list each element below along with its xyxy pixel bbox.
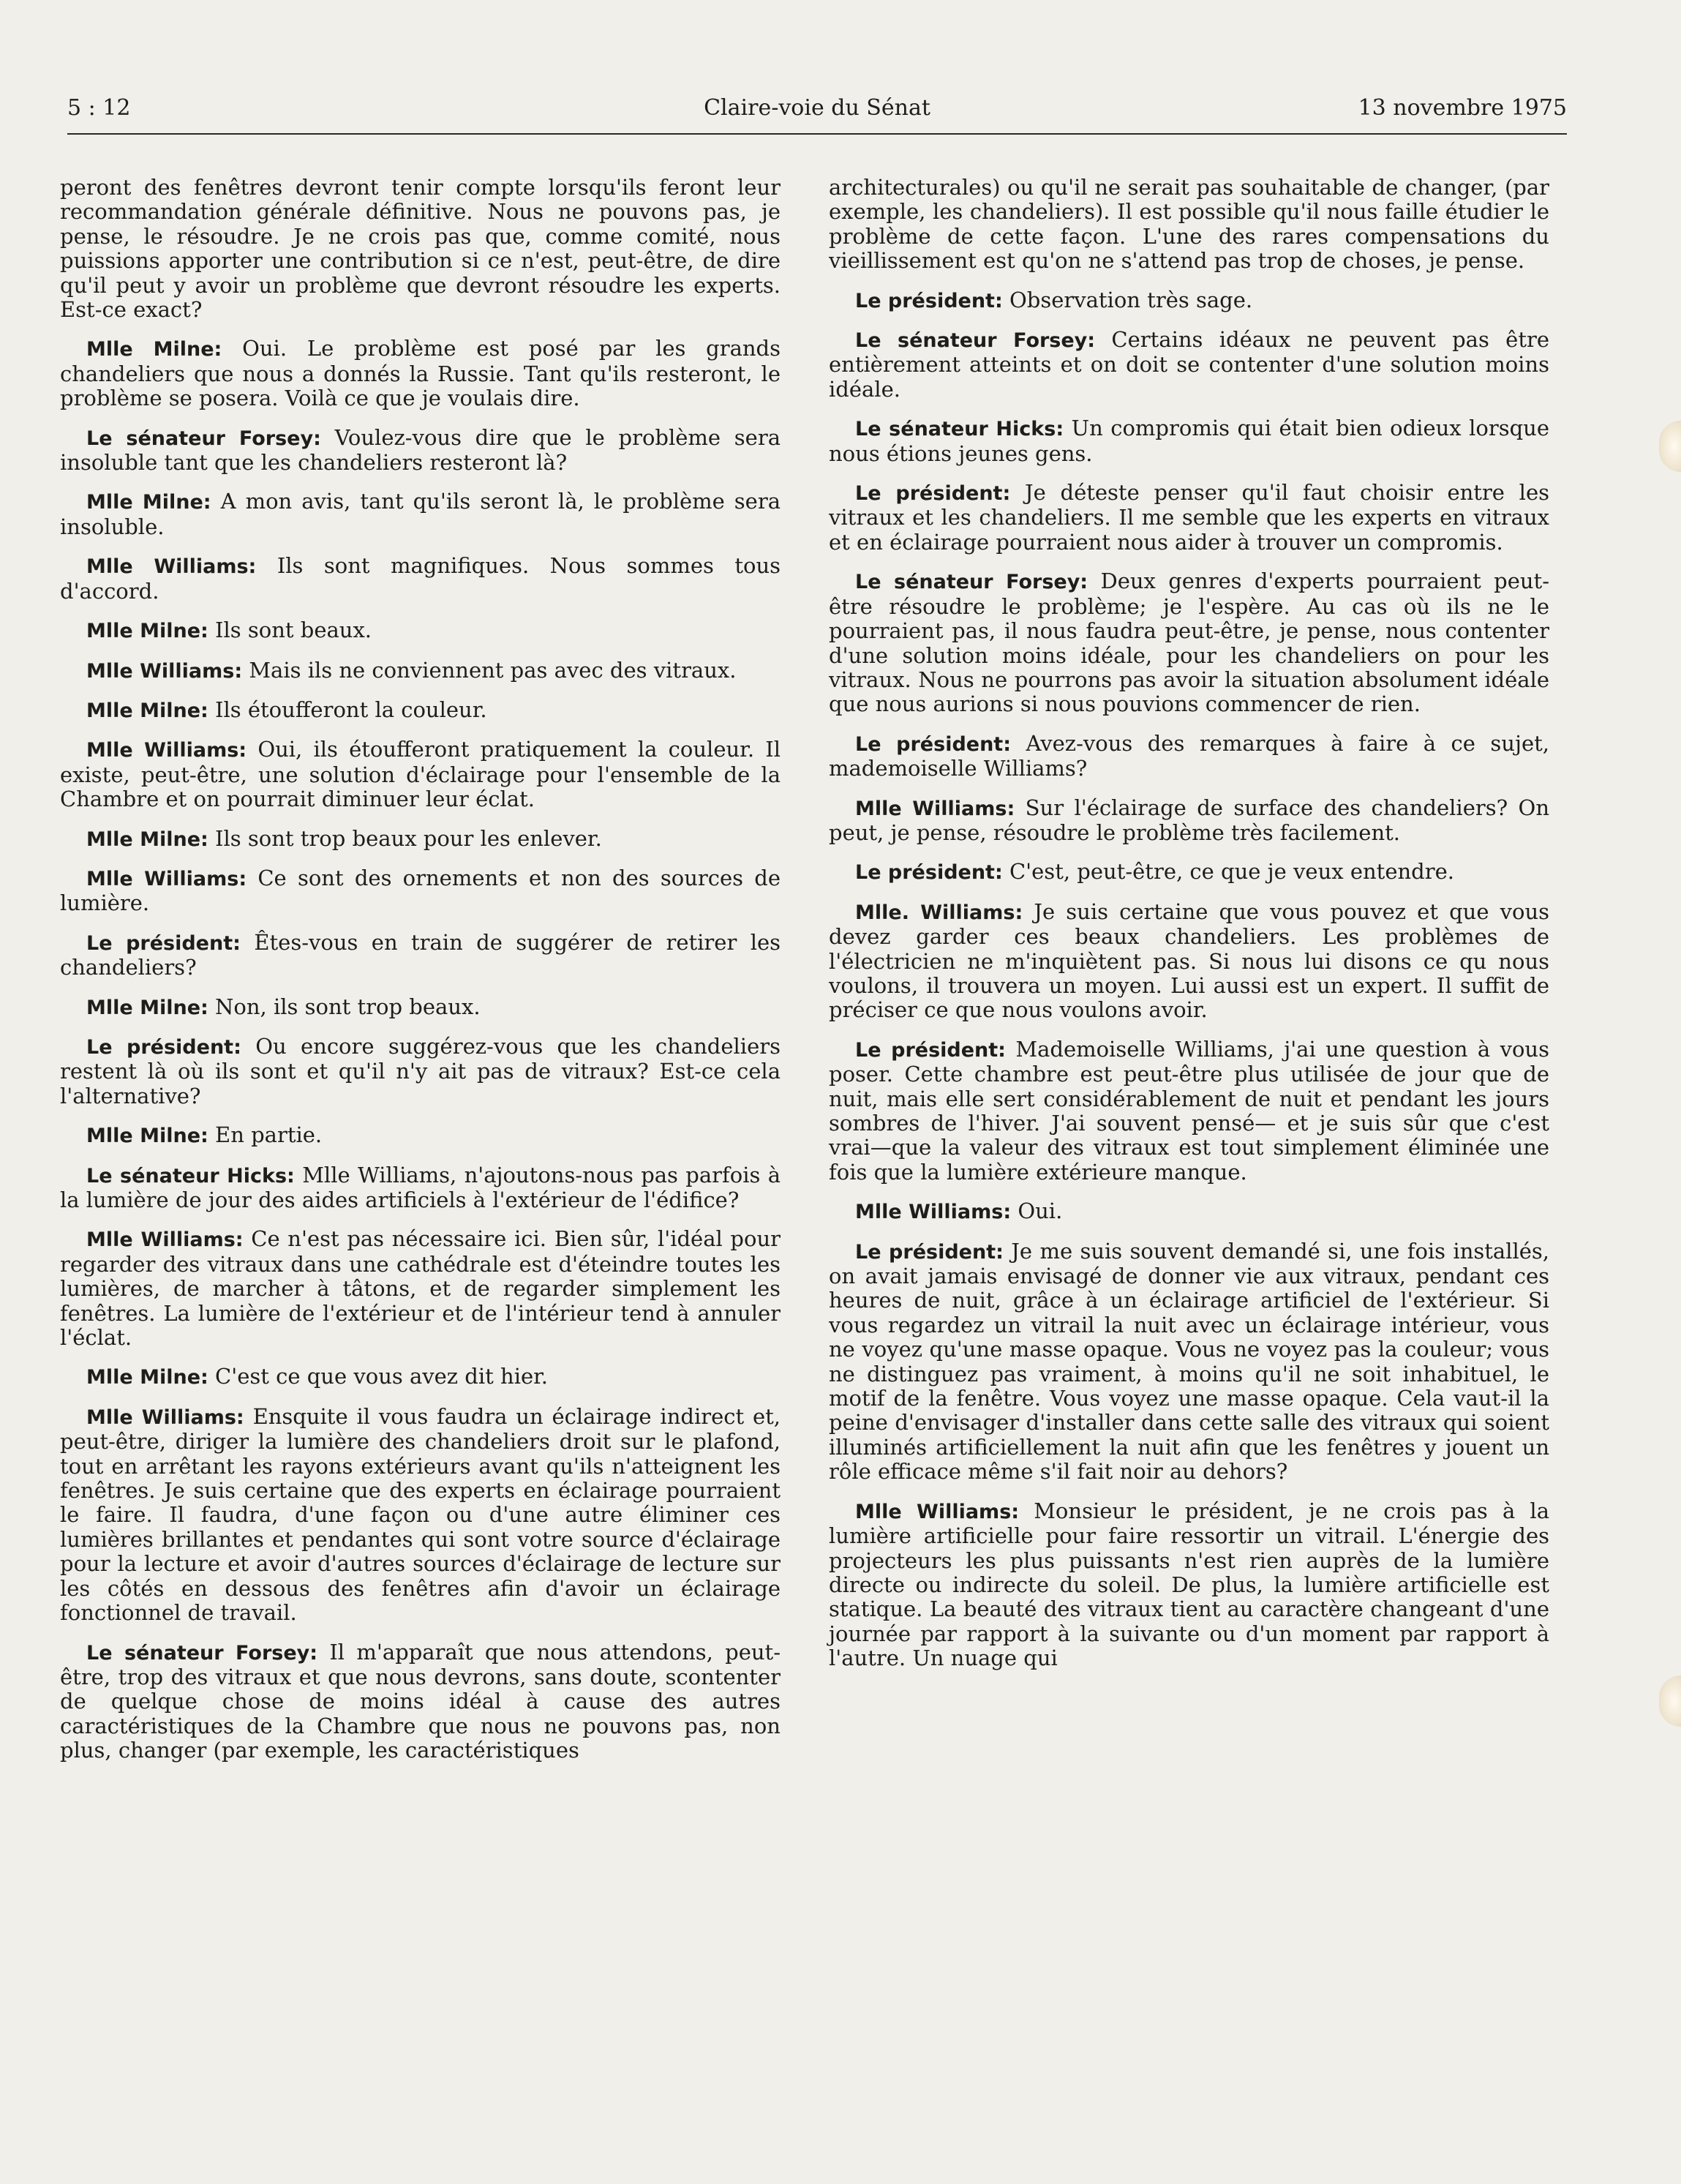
speech-text: Ce n'est pas nécessaire ici. Bien sûr, l'idéal pour regarder des vitraux dans une cathédrale est d'éteindre toutes les lumières, de marcher à tâtons, et de regarder simplement les fenêtres. La lumière de l'extérieur et de l'intérieur tend à annuler l'éclat. (60, 1226, 781, 1351)
binding-hole (1659, 1675, 1681, 1727)
transcript-paragraph (60, 658, 781, 683)
transcript-paragraph (60, 1123, 781, 1148)
speech-text: Ils sont magnifiques. Nous sommes tous d'accord. (60, 553, 781, 604)
speech-text: Ou encore suggérez-vous que les chandeliers restent là où ils sont et qu'il n'y ait pas de vitraux? Est-ce cela l'alternative? (60, 1033, 781, 1108)
speech-text: Deux genres d'experts pourraient peut-être résoudre le problème; je l'espère. Au cas où ils ne le pourraient pas, il nous faudra peut-être, je pense, nous contenter d'une solution moins idéale, pour les chandeliers on pour les vitraux. Nous ne pourrons pas avoir la situation absolument idéale que nous aurions si nous pouvions commencer de rien. (829, 568, 1549, 717)
speaker-label: Le président: (855, 861, 1003, 885)
transcript-paragraph (829, 1239, 1549, 1485)
speaker-label: Le sénateur Forsey: (855, 329, 1096, 353)
transcript-paragraph (829, 1037, 1549, 1185)
speech-text: Il m'apparaît que nous attendons, peut-être, trop des vitraux et que nous devrons, sans doute, scontenter de quelque chose de moins idéal à cause des autres caractéristiques de la Chambre que nous ne pouvons pas, non plus, changer (par exemple, les caractéristiques (60, 1639, 781, 1763)
speaker-label: Mlle Milne: (86, 491, 211, 514)
speaker-label: Mlle Milne: (86, 338, 222, 361)
speech-text: En partie. (215, 1122, 323, 1148)
speech-text: Mlle Williams, n'ajoutons-nous pas parfois à la lumière de jour des aides artificiels à l'extérieur de l'édifice? (60, 1162, 781, 1212)
speaker-label: Mlle Milne: (86, 699, 208, 722)
transcript-paragraph (60, 995, 781, 1020)
transcript-paragraph (60, 337, 781, 410)
speech-text: Mademoiselle Williams, j'ai une question à vous poser. Cette chambre est peut-être plus utilisée de jour que de nuit, mais elle sert considérablement de nuit et pendant les jours sombres de l'hiver. J'ai souvent pensé— et je suis sûr que c'est vrai—que la valeur des vitraux est tout simplement éliminée une fois que la lumière extérieure manque. (829, 1036, 1549, 1185)
speaker-label: Mlle Williams: (86, 1228, 244, 1252)
speech-text: Ensquite il vous faudra un éclairage indirect et, peut-être, diriger la lumière des chandeliers droit sur le plafond, tout en arrêtant les rayons extérieurs avant qu'ils n'atteignent les fenêtres. Je suis certaine que des experts en éclairage pourraient le faire. Il faudra, d'une façon ou d'une autre éliminer ces lumières brillantes et pendantes qui sont votre source d'éclairage pour la lecture et avoir d'autres sources d'éclairage de lecture sur les côtés en dessous des fenêtres afin d'avoir un éclairage fonctionnel de travail. (60, 1403, 781, 1626)
speaker-label: Le président: (855, 289, 1003, 312)
transcript-paragraph (829, 481, 1549, 555)
speech-text: peront des fenêtres devront tenir compte lorsqu'ils feront leur recommandation générale définitive. Nous ne pouvons pas, je pense, le résoudre. Je ne crois pas que, comme comité, nous puissions apporter une contribution si ce n'est, peut-être, de dire qu'il peut y avoir un problème que devront résoudre les experts. Est-ce exact? (60, 175, 781, 323)
right-column (829, 176, 1549, 1686)
speaker-label: Mlle Milne: (86, 1366, 208, 1389)
speech-text: Je me suis souvent demandé si, une fois installés, on avait jamais envisagé de donner vie aux vitraux, pendant ces heures de nuit, grâce à un éclairage artificiel de l'extérieur. Si vous regardez un vitrail la nuit avec un éclairage intérieur, vous ne voyez qu'une masse opaque. Vous ne voyez pas la couleur; vous ne distinguez pas vraiment, à moins qu'il ne soit inhabituel, le motif de la fenêtre. Vous voyez une masse opaque. Cela vaut-il la peine d'envisager d'installer dans cette salle des vitraux qui soient illuminés artificiellement la nuit afin que les fenêtres y jouent un rôle efficace même s'il fait noir au dehors? (829, 1238, 1550, 1485)
speaker-label: Mlle. Williams: (855, 901, 1023, 924)
publication-title: Claire-voie du Sénat (704, 95, 930, 121)
speaker-label: Le président: (86, 931, 241, 955)
transcript-paragraph (60, 1035, 781, 1108)
transcript-paragraph (60, 176, 781, 322)
speaker-label: Le sénateur Forsey: (855, 571, 1088, 594)
speech-text: Oui, ils étoufferont pratiquement la couleur. Il existe, peut-être, une solution d'éclairage pour l'ensemble de la Chambre et on pourrait diminuer leur éclat. (60, 737, 781, 812)
speech-text: Oui. (1018, 1198, 1063, 1224)
speaker-label: Le sénateur Hicks: (855, 418, 1064, 441)
speaker-label: Mlle Williams: (855, 797, 1015, 820)
transcript-paragraph (829, 569, 1549, 716)
speech-text: Ils sont trop beaux pour les enlever. (215, 825, 602, 851)
speech-text: Oui. Le problème est posé par les grands chandeliers que nous a donnés la Russie. Tant qu'ils resteront, le problème se posera. Voilà ce que je voulais dire. (60, 336, 781, 411)
binding-hole (1659, 421, 1681, 472)
transcript-paragraph (829, 900, 1549, 1023)
transcript-paragraph (829, 416, 1549, 466)
publication-date: 13 novembre 1975 (1358, 95, 1567, 121)
transcript-paragraph (829, 288, 1549, 313)
speech-text: Ils sont beaux. (215, 618, 372, 643)
speaker-label: Mlle Williams: (86, 659, 243, 683)
speech-text: Un compromis qui était bien odieux lorsque nous étions jeunes gens. (829, 416, 1550, 466)
speech-text: architecturales) ou qu'il ne serait pas souhaitable de changer, (par exemple, les chandeliers). Il est possible qu'il nous faille étudier le problème de cette façon. L'une des rares compensations du vieillissement est qu'on ne s'attend pas trop de choses, je pense. (829, 175, 1549, 274)
page-header (67, 86, 1567, 135)
transcript-paragraph (60, 1227, 781, 1350)
speaker-label: Mlle Williams: (855, 1201, 1012, 1224)
transcript-paragraph (829, 176, 1549, 274)
transcript-paragraph (60, 1640, 781, 1763)
speech-text: A mon avis, tant qu'ils seront là, le problème sera insoluble. (60, 489, 781, 539)
transcript-paragraph (60, 1365, 781, 1389)
speaker-label: Mlle Williams: (86, 1406, 244, 1429)
page-number: 5 : 12 (67, 95, 131, 121)
speech-text: Sur l'éclairage de surface des chandeliers? On peut, je pense, résoudre le problème très facilement. (829, 795, 1549, 845)
speaker-label: Mlle Williams: (855, 1500, 1020, 1523)
speaker-label: Mlle Milne: (86, 996, 208, 1019)
speaker-label: Mlle Milne: (86, 620, 208, 643)
speaker-label: Le sénateur Forsey: (86, 1641, 318, 1665)
speech-text: Je déteste penser qu'il faut choisir entre les vitraux et les chandeliers. Il me semble que les experts en vitraux et en éclairage pourraient nous aider à trouver un compromis. (829, 480, 1550, 555)
speech-text: Certains idéaux ne peuvent pas être entièrement atteints et on doit se contenter d'une solution moins idéale. (829, 327, 1550, 402)
transcript-paragraph (60, 827, 781, 852)
transcript-paragraph (829, 796, 1549, 846)
speech-text: Avez-vous des remarques à faire à ce sujet, mademoiselle Williams? (829, 730, 1549, 781)
transcript-paragraph (829, 1499, 1549, 1671)
transcript-paragraph (829, 1199, 1549, 1224)
speech-text: Monsieur le président, je ne crois pas à la lumière artificielle pour faire ressortir un vitrail. L'énergie des projecteurs les plus puissants n'est rien auprès de la lumière directe ou indirecte du soleil. De plus, la lumière artificielle est statique. La beauté des vitraux tient au caractère changeant d'une journée par rapport à la suivante ou d'un moment par rapport à l'autre. Un nuage qui (829, 1498, 1549, 1671)
speech-text: Observation très sage. (1009, 287, 1253, 312)
speech-text: Ce sont des ornements et non des sources de lumière. (60, 865, 781, 916)
speaker-label: Le président: (855, 1240, 1004, 1264)
speaker-label: Mlle Williams: (86, 739, 247, 762)
transcript-paragraph (60, 866, 781, 916)
transcript-paragraph (60, 554, 781, 604)
speaker-label: Le sénateur Forsey: (86, 427, 321, 450)
transcript-paragraph (60, 738, 781, 811)
speaker-label: Le président: (86, 1035, 241, 1059)
speaker-label: Le président: (855, 732, 1012, 756)
transcript-paragraph (829, 860, 1549, 885)
speaker-label: Mlle Milne: (86, 828, 208, 851)
transcript-paragraph (60, 489, 781, 539)
speech-text: Non, ils sont trop beaux. (215, 994, 481, 1019)
speaker-label: Mlle Williams: (86, 555, 257, 579)
speaker-label: Mlle Milne: (86, 1125, 208, 1148)
speech-text: Ils étoufferont la couleur. (215, 697, 487, 722)
speech-text: C'est, peut-être, ce que je veux entendre. (1009, 859, 1454, 885)
transcript-paragraph (60, 618, 781, 643)
transcript-paragraph (60, 1163, 781, 1213)
speaker-label: Le président: (855, 1038, 1006, 1062)
transcript-paragraph (60, 931, 781, 980)
left-column (60, 176, 781, 1778)
speech-text: Êtes-vous en train de suggérer de retirer les chandeliers? (60, 929, 781, 980)
transcript-paragraph (60, 698, 781, 723)
transcript-paragraph (60, 426, 781, 476)
speech-text: Mais ils ne conviennent pas avec des vitraux. (249, 657, 737, 683)
transcript-paragraph (829, 328, 1549, 402)
transcript-paragraph (829, 732, 1549, 781)
speech-text: C'est ce que vous avez dit hier. (215, 1364, 549, 1389)
speaker-label: Le sénateur Hicks: (86, 1164, 295, 1187)
speech-text: Je suis certaine que vous pouvez et que vous devez garder ces beaux chandeliers. Les problèmes de l'électricien ne m'inquiètent pas. Si nous lui disons ce qu nous voulons, il trouvera un moyen. Lui aussi est un expert. Il suffit de préciser ce que nous voulons avoir. (829, 898, 1550, 1023)
speaker-label: Mlle Williams: (86, 867, 247, 890)
speaker-label: Le président: (855, 482, 1011, 506)
speech-text: Voulez-vous dire que le problème sera insoluble tant que les chandeliers resteront là? (60, 424, 781, 476)
transcript-paragraph (60, 1405, 781, 1626)
